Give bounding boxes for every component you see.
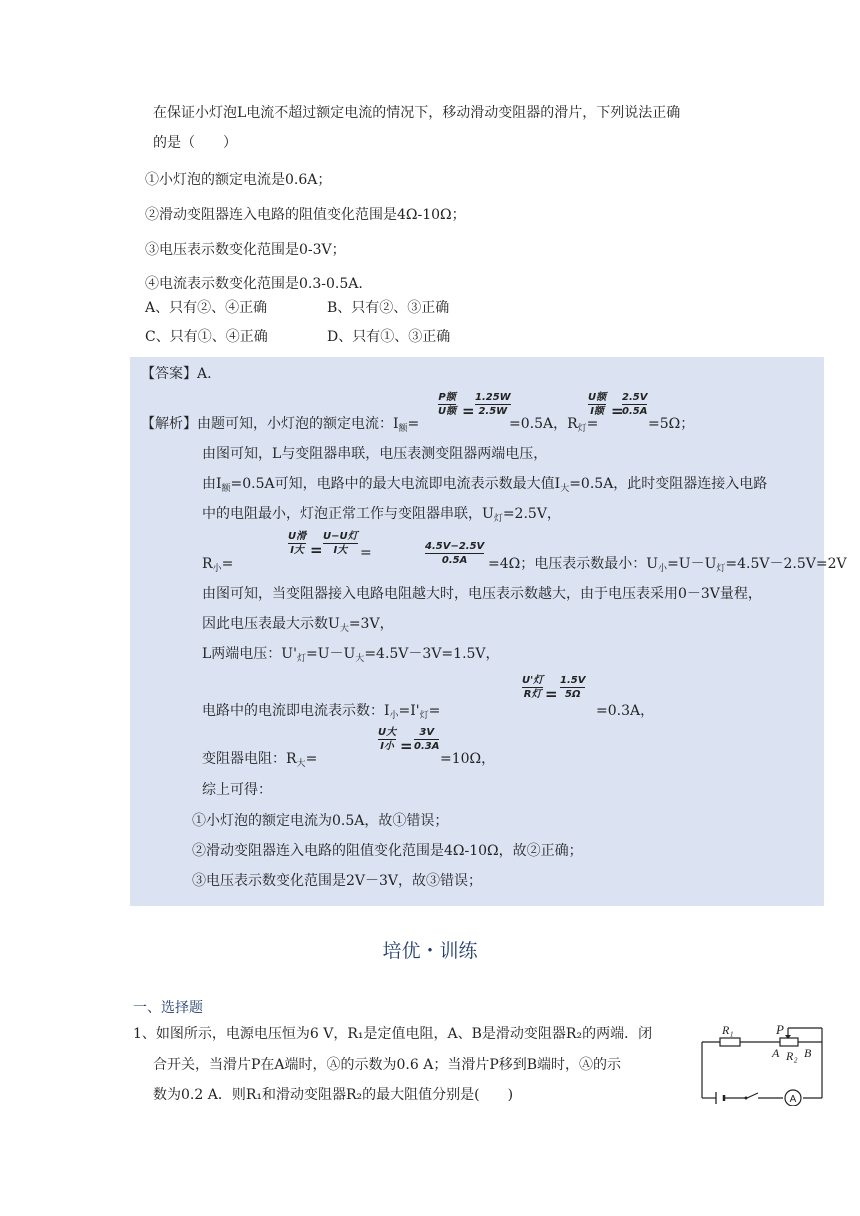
- question-line-1: 在保证小灯泡L电流不超过额定电流的情况下，移动滑动变阻器的滑片，下列说法正确: [153, 105, 681, 121]
- fraction-values-3: 4.5V−2.5V 0.5A: [425, 541, 485, 566]
- analysis-line-7: 因此电压表最大示数$U_大=3V$，: [202, 616, 394, 634]
- resistor-r1: [720, 1038, 740, 1046]
- analysis-line-11: 综上可得：: [202, 782, 272, 798]
- equals-sign: =: [545, 685, 558, 703]
- analysis-label: 【解析】: [141, 416, 197, 432]
- a-label: A: [772, 1046, 780, 1060]
- option-c: C、只有①、④正确: [145, 329, 268, 345]
- fraction-values-1: 1.25W 2.5W: [475, 392, 511, 417]
- circuit-diagram: [700, 1020, 828, 1106]
- option-d: D、只有①、③正确: [327, 329, 451, 345]
- analysis-line-5: $R_小=$: [202, 556, 234, 574]
- q1-line-3: 数为0.2 A．则R₁和滑动变阻器R₂的最大阻值分别是( ): [153, 1087, 514, 1103]
- section-title: 培优・训练: [382, 940, 478, 962]
- fraction-u-slide-over-i: U滑 I大: [288, 531, 307, 556]
- fraction-p-over-u: P额 U额: [438, 392, 457, 417]
- b-label: B: [804, 1046, 812, 1060]
- resistor-r2: [780, 1038, 798, 1046]
- fraction-u-prime-over-r: U'灯 R灯: [522, 675, 544, 700]
- analysis-line-14: ③电压表示数变化范围是2V－3V，故③错误；: [192, 873, 483, 889]
- r2-label: R₂: [786, 1049, 798, 1063]
- fraction-values-5: 3V 0.3A: [414, 727, 440, 752]
- statement-3: ③电压表示数变化范围是0-3V；: [145, 242, 346, 258]
- analysis-line-13: ②滑动变阻器连入电路的阻值变化范围是4Ω-10Ω，故②正确；: [192, 843, 583, 859]
- equals-sign: =: [400, 737, 413, 755]
- analysis-line-12: ①小灯泡的额定电流为0.5A，故①错误；: [192, 813, 449, 829]
- fraction-u-over-i: U额 I额: [588, 392, 607, 417]
- analysis-line-5-mid: =4Ω；电压表示数最小：$U_小=U-U_灯=4.5V-2.5V=2V$: [488, 556, 847, 574]
- analysis-line-9: 电路中的电流即电流表示数：$I_小=I'_灯=$: [202, 703, 441, 721]
- q1-line-2: 合开关，当滑片P在A端时，Ⓐ的示数为0.6 A；当滑片P移到B端时，Ⓐ的示: [153, 1057, 622, 1073]
- equals-sign: =: [360, 545, 372, 561]
- p-label: P: [776, 1022, 784, 1037]
- analysis-line-2: 由图可知，L与变阻器串联，电压表测变阻器两端电压，: [202, 446, 548, 462]
- fraction-u-max-over-i-min: U大 I小: [378, 727, 397, 752]
- ammeter-label: A: [789, 1094, 797, 1105]
- fraction-values-2: 2.5V 0.5A: [622, 392, 648, 417]
- r1-label: R₁: [722, 1023, 734, 1037]
- section-heading: 一、选择题: [133, 1000, 203, 1016]
- analysis-line-10-end: =10Ω，: [440, 751, 496, 767]
- analysis-line-6: 由图可知，当变阻器接入电路电阻越大时，电压表示数越大，由于电压表采用0－3V量程，: [202, 586, 762, 602]
- answer-label: 【答案】A.: [141, 366, 212, 382]
- statement-1: ①小灯泡的额定电流是0.6A；: [145, 172, 332, 188]
- analysis-line-1-mid: =0.5A，$R_灯=$: [509, 416, 599, 434]
- statement-4: ④电流表示数变化范围是0.3-0.5A.: [145, 276, 363, 292]
- analysis-line-1-end: =5Ω；: [648, 416, 695, 432]
- equals-sign: =: [310, 541, 323, 559]
- analysis-line-3: 由$I_额=0.5A$可知，电路中的最大电流即电流表示数最大值$I_大=0.5A$，此时变阻器连接入电路: [202, 476, 768, 494]
- analysis-line-4: 中的电阻最小，灯泡正常工作与变阻器串联，$U_灯=2.5V$，: [202, 506, 561, 524]
- analysis-line-8: L两端电压：$U'_灯=U-U_大=4.5V-3V=1.5V$，: [202, 646, 500, 664]
- option-b: B、只有②、③正确: [327, 300, 450, 316]
- equals-sign: =: [611, 402, 624, 420]
- analysis-line-1: 【解析】由题可知，小灯泡的额定电流：$I_额=$: [141, 416, 420, 434]
- fraction-u-minus-ul: U−U灯 I大: [323, 531, 358, 556]
- analysis-line-9-end: =0.3A，: [596, 703, 655, 719]
- statement-2: ②滑动变阻器连入电路的阻值变化范围是4Ω-10Ω；: [145, 207, 466, 223]
- option-a: A、只有②、④正确: [145, 300, 268, 316]
- analysis-line-10: 变阻器电阻：$R_大=$: [202, 751, 318, 769]
- equals-sign: =: [462, 402, 475, 420]
- q1-line-1: 1、如图所示，电源电压恒为6 V，R₁是定值电阻，A、B是滑动变阻器R₂的两端．闭: [133, 1026, 653, 1042]
- question-line-2: 的是（ ）: [153, 135, 237, 151]
- fraction-values-4: 1.5V 5Ω: [560, 675, 586, 700]
